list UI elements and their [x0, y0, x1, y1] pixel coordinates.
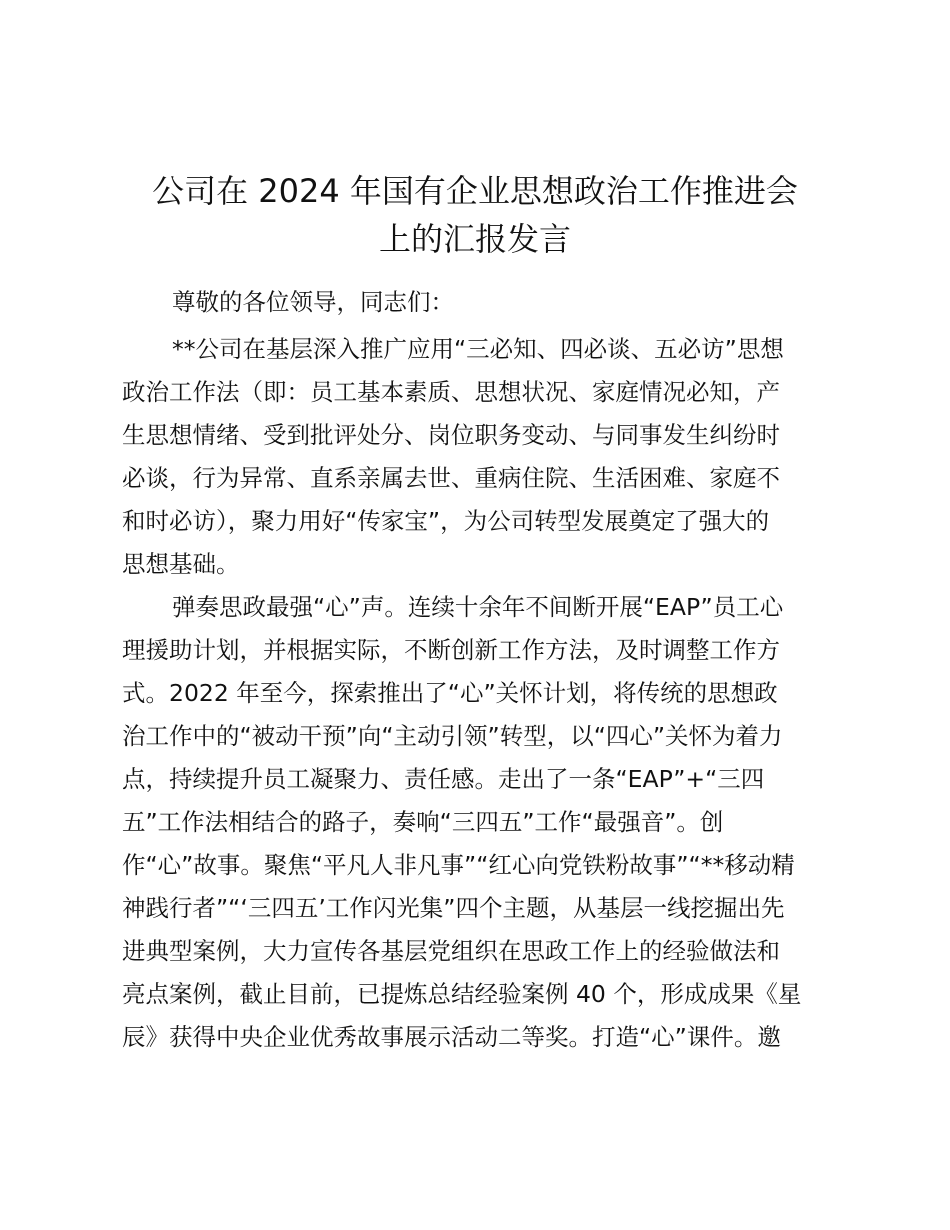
paragraph-1-line-2: 政治工作法（即：员工基本素质、思想状况、家庭情况必知，产 [122, 378, 780, 406]
paragraph-2-line-6: 五”工作法相结合的路子，奏响“三四五”工作“最强音”。创 [122, 808, 724, 836]
paragraph-1-line-4: 必谈，行为异常、直系亲属去世、重病住院、生活困难、家庭不 [122, 464, 780, 492]
paragraph-2-line-9: 进典型案例，大力宣传各基层党组织在思政工作上的经验做法和 [122, 937, 780, 965]
paragraph-1-line-6: 思想基础。 [122, 550, 240, 578]
paragraph-2-line-3: 式。2022 年至今，探索推出了“心”关怀计划，将传统的思想政 [122, 679, 778, 707]
salutation-line: 尊敬的各位领导，同志们： [172, 288, 454, 316]
paragraph-2-line-7: 作“心”故事。聚焦“平凡人非凡事”“红心向党铁粉故事”“**移动精 [122, 851, 795, 879]
paragraph-2-line-5: 点，持续提升员工凝聚力、责任感。走出了一条“EAP”+“三四 [122, 765, 765, 793]
paragraph-1-line-1: **公司在基层深入推广应用“三必知、四必谈、五必访”思想 [172, 335, 784, 363]
paragraph-1-line-5: 和时必访），聚力用好“传家宝”，为公司转型发展奠定了强大的 [122, 507, 770, 535]
paragraph-2-line-10: 亮点案例，截止目前，已提炼总结经验案例 40 个，形成成果《星 [122, 980, 802, 1008]
paragraph-2-line-4: 治工作中的“被动干预”向“主动引领”转型，以“四心”关怀为着力 [122, 722, 783, 750]
paragraph-2-line-11: 辰》获得中央企业优秀故事展示活动二等奖。打造“心”课件。邀 [122, 1023, 781, 1051]
title-line-1: 公司在 2024 年国有企业思想政治工作推进会 [152, 172, 798, 210]
paragraph-2-line-1: 弹奏思政最强“心”声。连续十余年不间断开展“EAP”员工心 [172, 593, 784, 621]
paragraph-2-line-2: 理援助计划，并根据实际，不断创新工作方法，及时调整工作方 [122, 636, 780, 664]
paragraph-1-line-3: 生思想情绪、受到批评处分、岗位职务变动、与同事发生纠纷时 [122, 421, 780, 449]
document-title [110, 167, 840, 263]
paragraph-2-line-8: 神践行者”“‘三四五’工作闪光集”四个主题，从基层一线挖掘出先 [122, 894, 785, 922]
title-line-2: 上的汇报发言 [378, 220, 571, 258]
